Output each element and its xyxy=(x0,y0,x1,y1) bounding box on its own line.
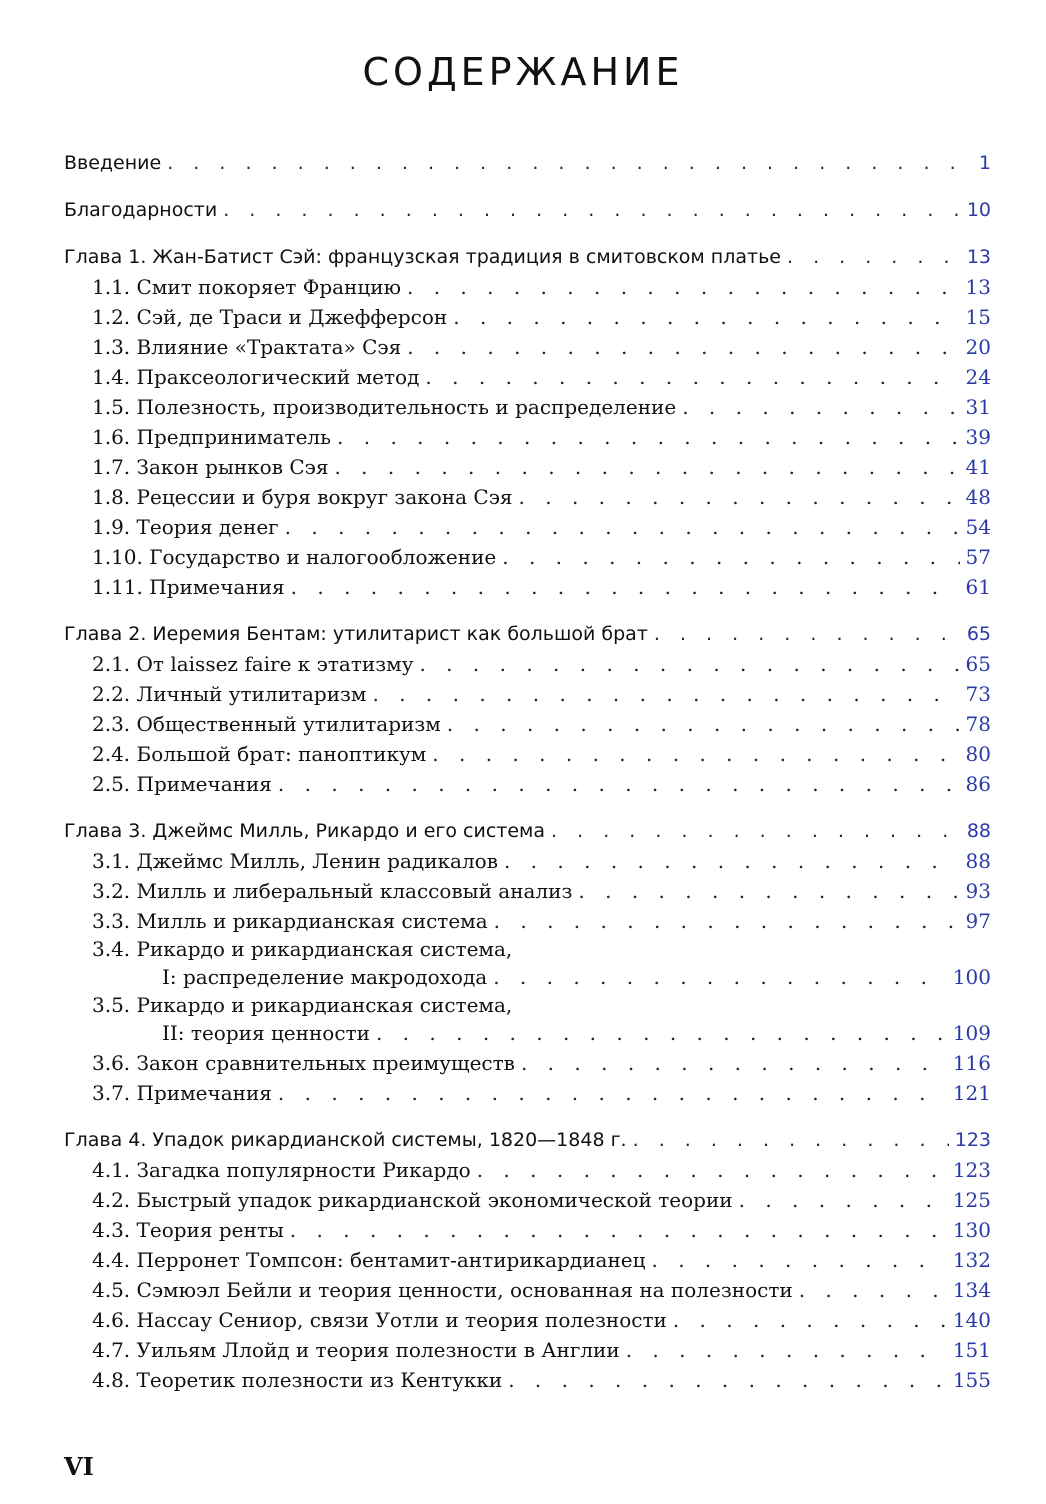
toc-section-entry xyxy=(64,679,991,709)
toc-page-number: 125 xyxy=(952,1188,991,1212)
toc-entry-label: 2.2. Личный утилитаризм xyxy=(92,682,367,706)
toc-page-number: 116 xyxy=(952,1051,991,1075)
toc-entry-label: Благодарности xyxy=(64,199,218,221)
toc-chapter-entry xyxy=(64,148,991,178)
toc-page-number: 151 xyxy=(952,1338,991,1362)
toc-page-number: 65 xyxy=(965,652,991,676)
dot-leader xyxy=(626,1335,947,1365)
toc-entry-label: 3.2. Милль и либеральный классовый анализ xyxy=(92,879,573,903)
dot-leader xyxy=(673,1305,947,1335)
toc-chapter-entry xyxy=(64,1125,991,1155)
dot-leader xyxy=(493,962,947,992)
toc-section-entry xyxy=(64,1215,991,1245)
toc-chapter-entry xyxy=(64,816,991,846)
toc-page-number: 1 xyxy=(978,152,991,174)
dot-leader xyxy=(578,876,959,906)
toc-entry-label: 2.3. Общественный утилитаризм xyxy=(92,712,441,736)
toc-page-number: 65 xyxy=(966,623,991,645)
toc-section-entry xyxy=(64,422,991,452)
toc-section-entry xyxy=(64,1155,991,1185)
toc-section-entry xyxy=(64,542,991,572)
toc-entry-label: 4.1. Загадка популярности Рикардо xyxy=(92,1158,471,1182)
dot-leader xyxy=(223,195,961,225)
toc-section-entry xyxy=(64,302,991,332)
dot-leader xyxy=(508,1365,947,1395)
toc-page-number: 123 xyxy=(954,1129,991,1151)
toc-section-entry xyxy=(64,572,991,602)
toc-section-entry xyxy=(64,1275,991,1305)
toc-entry-label: 1.11. Примечания xyxy=(92,575,285,599)
toc-entry-label: 3.5. Рикардо и рикардианская система, xyxy=(92,993,513,1017)
toc-page-number: 123 xyxy=(952,1158,991,1182)
dot-leader xyxy=(799,1275,947,1305)
toc-page-number: 48 xyxy=(965,485,991,509)
toc-page-number: 80 xyxy=(965,742,991,766)
toc-section-entry xyxy=(64,846,991,876)
table-of-contents xyxy=(64,148,991,1395)
toc-entry-label: 4.4. Перронет Томпсон: бентамит-антирикардианец xyxy=(92,1248,646,1272)
dot-leader xyxy=(519,482,960,512)
toc-section-entry xyxy=(64,332,991,362)
toc-page-number: 54 xyxy=(965,515,991,539)
dot-leader xyxy=(334,452,959,482)
dot-leader xyxy=(682,392,959,422)
toc-entry-label: 1.6. Предприниматель xyxy=(92,425,332,449)
toc-page-number: 155 xyxy=(952,1368,991,1392)
toc-section-entry xyxy=(64,769,991,799)
toc-page-number: 61 xyxy=(965,575,991,599)
dot-leader xyxy=(419,649,959,679)
toc-entry-label: 1.1. Смит покоряет Францию xyxy=(92,275,401,299)
toc-page-number: 39 xyxy=(965,425,991,449)
toc-page-number: 132 xyxy=(952,1248,991,1272)
toc-page-number: 73 xyxy=(965,682,991,706)
dot-leader xyxy=(453,302,959,332)
dot-leader xyxy=(447,709,960,739)
dot-leader xyxy=(654,619,961,649)
toc-section-entry xyxy=(64,272,991,302)
dot-leader xyxy=(551,816,961,846)
toc-entry-label: 1.9. Теория денег xyxy=(92,515,279,539)
toc-section-entry xyxy=(64,1078,991,1108)
toc-section-entry xyxy=(64,876,991,906)
toc-page-number: 97 xyxy=(965,909,991,933)
dot-leader xyxy=(278,1078,947,1108)
toc-page-number: 121 xyxy=(952,1081,991,1105)
toc-section-entry xyxy=(64,452,991,482)
toc-entry-label: Введение xyxy=(64,152,162,174)
toc-entry-label: 1.8. Рецессии и буря вокруг закона Сэя xyxy=(92,485,513,509)
toc-page-number: 13 xyxy=(966,246,991,268)
toc-page-number: 13 xyxy=(965,275,991,299)
toc-section-entry xyxy=(64,1048,991,1078)
toc-section-entry xyxy=(64,1305,991,1335)
dot-leader xyxy=(502,542,959,572)
page-title: СОДЕРЖАНИЕ xyxy=(362,50,684,94)
toc-entry-label: 1.4. Праксеологический метод xyxy=(92,365,420,389)
toc-chapter-entry xyxy=(64,195,991,225)
toc-entry-label: 2.1. От laissez faire к этатизму xyxy=(92,652,414,676)
dot-leader xyxy=(285,512,960,542)
toc-entry-continuation xyxy=(92,1018,991,1048)
toc-section-entry xyxy=(64,1335,991,1365)
dot-leader xyxy=(291,572,960,602)
toc-entry-continuation xyxy=(92,962,991,992)
dot-leader xyxy=(521,1048,947,1078)
toc-entry-label: 1.3. Влияние «Трактата» Сэя xyxy=(92,335,402,359)
toc-entry-label: 3.4. Рикардо и рикардианская система, xyxy=(92,937,513,961)
toc-page-number: 109 xyxy=(952,1021,991,1045)
toc-entry-label: Глава 1. Жан-Батист Сэй: французская традиция в смитовском платье xyxy=(64,246,781,268)
toc-entry-label: 2.5. Примечания xyxy=(92,772,272,796)
toc-page-number: 86 xyxy=(965,772,991,796)
toc-entry-label: 3.7. Примечания xyxy=(92,1081,272,1105)
dot-leader xyxy=(787,242,961,272)
toc-entry-label: 3.1. Джеймс Милль, Ленин радикалов xyxy=(92,849,498,873)
dot-leader xyxy=(376,1018,947,1048)
toc-page-number: 24 xyxy=(965,365,991,389)
dot-leader xyxy=(372,679,959,709)
toc-entry-label: 2.4. Большой брат: паноптикум xyxy=(92,742,427,766)
toc-entry-label: 1.2. Сэй, де Траси и Джефферсон xyxy=(92,305,448,329)
dot-leader xyxy=(407,272,960,302)
dot-leader xyxy=(477,1155,947,1185)
dot-leader xyxy=(290,1215,947,1245)
toc-page-number: 31 xyxy=(965,395,991,419)
toc-entry-label: 4.7. Уильям Ллойд и теория полезности в Англии xyxy=(92,1338,620,1362)
dot-leader xyxy=(425,362,959,392)
toc-page-number: 10 xyxy=(966,199,991,221)
toc-entry-label-line2: II: теория ценности xyxy=(162,1021,370,1045)
dot-leader xyxy=(494,906,960,936)
dot-leader xyxy=(278,769,960,799)
toc-page-number: 130 xyxy=(952,1218,991,1242)
dot-leader xyxy=(739,1185,947,1215)
toc-section-entry xyxy=(64,482,991,512)
toc-entry-label: 4.8. Теоретик полезности из Кентукки xyxy=(92,1368,503,1392)
toc-page-number: 57 xyxy=(965,545,991,569)
toc-entry-label: 1.5. Полезность, производительность и распределение xyxy=(92,395,677,419)
toc-page-number: 20 xyxy=(965,335,991,359)
dot-leader xyxy=(337,422,960,452)
toc-section-entry xyxy=(64,392,991,422)
dot-leader xyxy=(407,332,959,362)
toc-entry-label: Глава 3. Джеймс Милль, Рикардо и его система xyxy=(64,820,546,842)
dot-leader xyxy=(432,739,959,769)
toc-page-number: 134 xyxy=(952,1278,991,1302)
toc-page-number: 93 xyxy=(965,879,991,903)
toc-entry-label: Глава 2. Иеремия Бентам: утилитарист как большой брат xyxy=(64,623,648,645)
toc-section-entry xyxy=(64,1245,991,1275)
toc-entry-label: 4.3. Теория ренты xyxy=(92,1218,284,1242)
toc-entry-label: 1.7. Закон рынков Сэя xyxy=(92,455,329,479)
dot-leader xyxy=(167,148,973,178)
toc-section-entry xyxy=(64,906,991,936)
toc-entry-label-line2: I: распределение макродохода xyxy=(162,965,488,989)
toc-section-entry xyxy=(64,709,991,739)
toc-entry-label: 4.6. Нассау Сениор, связи Уотли и теория полезности xyxy=(92,1308,667,1332)
toc-section-entry xyxy=(64,936,991,992)
toc-chapter-entry xyxy=(64,242,991,272)
toc-entry-label: 3.6. Закон сравнительных преимуществ xyxy=(92,1051,515,1075)
toc-section-entry xyxy=(64,739,991,769)
toc-page-number: 41 xyxy=(965,455,991,479)
toc-entry-label: 1.10. Государство и налогообложение xyxy=(92,545,497,569)
toc-section-entry xyxy=(64,649,991,679)
toc-entry-label: Глава 4. Упадок рикардианской системы, 1820—1848 г. xyxy=(64,1129,627,1151)
toc-chapter-entry xyxy=(64,619,991,649)
toc-page-number: 88 xyxy=(965,849,991,873)
dot-leader xyxy=(633,1125,949,1155)
toc-section-entry xyxy=(64,362,991,392)
page-number: VI xyxy=(64,1452,94,1481)
toc-entry-label: 4.5. Сэмюэл Бейли и теория ценности, основанная на полезности xyxy=(92,1278,793,1302)
toc-section-entry xyxy=(64,1185,991,1215)
toc-page-number: 78 xyxy=(965,712,991,736)
toc-section-entry xyxy=(64,1365,991,1395)
dot-leader xyxy=(504,846,960,876)
toc-entry-label: 3.3. Милль и рикардианская система xyxy=(92,909,488,933)
toc-entry-label: 4.2. Быстрый упадок рикардианской экономической теории xyxy=(92,1188,733,1212)
toc-page-number: 100 xyxy=(952,965,991,989)
toc-section-entry xyxy=(64,512,991,542)
toc-page-number: 140 xyxy=(952,1308,991,1332)
toc-page-number: 15 xyxy=(965,305,991,329)
toc-section-entry xyxy=(64,992,991,1048)
toc-page-number: 88 xyxy=(966,820,991,842)
dot-leader xyxy=(651,1245,946,1275)
